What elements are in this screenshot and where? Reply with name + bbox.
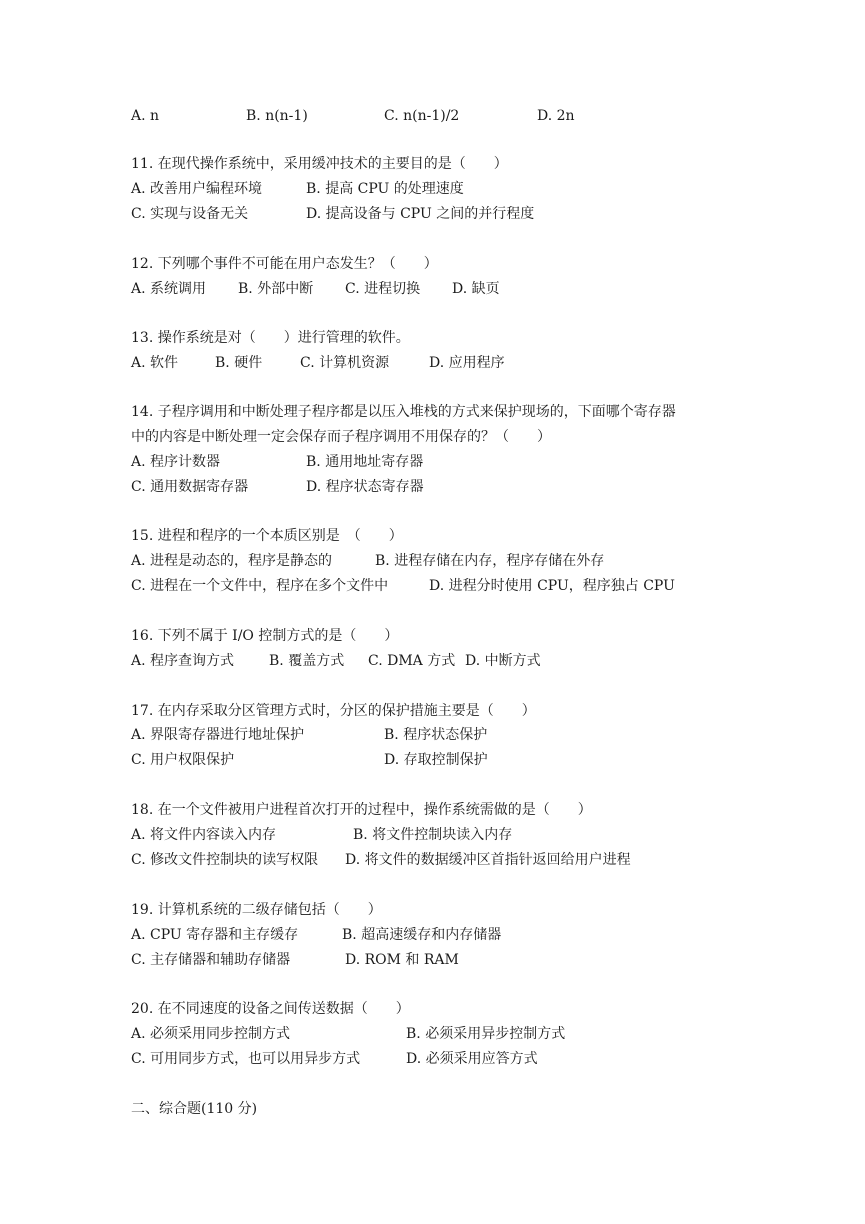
q19-option-a: A. CPU 寄存器和主存缓存 [131, 927, 299, 943]
q10-option-d: D. 2n [537, 108, 575, 124]
q16-option-c: C. DMA 方式 [368, 653, 456, 669]
q14-option-c: C. 通用数据寄存器 [131, 479, 249, 495]
q17-option-b: B. 程序状态保护 [384, 727, 488, 743]
q13-option-a: A. 软件 [131, 355, 179, 371]
q11-option-d: D. 提高设备与 CPU 之间的并行程度 [306, 206, 535, 222]
q12-stem: 12. 下列哪个事件不可能在用户态发生？（ ） [131, 256, 438, 272]
q13-option-b: B. 硬件 [215, 355, 263, 371]
q14-option-a: A. 程序计数器 [131, 454, 221, 470]
q18-option-b: B. 将文件控制块读入内存 [353, 827, 513, 843]
q12-option-b: B. 外部中断 [238, 281, 314, 297]
section-2-heading: 二、综合题(110 分) [131, 1101, 258, 1117]
q15-option-a: A. 进程是动态的，程序是静态的 [131, 553, 333, 569]
q19-stem: 19. 计算机系统的二级存储包括（ ） [131, 902, 382, 918]
q12-option-a: A. 系统调用 [131, 281, 207, 297]
q17-stem: 17. 在内存采取分区管理方式时，分区的保护措施主要是（ ） [131, 703, 536, 719]
q10-option-b: B. n(n-1) [246, 108, 308, 124]
q20-option-a: A. 必须采用同步控制方式 [131, 1026, 291, 1042]
q15-option-d: D. 进程分时使用 CPU，程序独占 CPU [429, 578, 675, 594]
q17-option-d: D. 存取控制保护 [384, 752, 488, 768]
q15-stem: 15. 进程和程序的一个本质区别是 （ ） [131, 528, 403, 544]
q16-stem: 16. 下列不属于 I/O 控制方式的是（ ） [131, 628, 399, 644]
q10-option-a: A. n [131, 108, 160, 124]
q19-option-b: B. 超高速缓存和内存储器 [342, 927, 502, 943]
q11-option-c: C. 实现与设备无关 [131, 206, 249, 222]
q20-stem: 20. 在不同速度的设备之间传送数据（ ） [131, 1001, 410, 1017]
q15-option-b: B. 进程存储在内存，程序存储在外存 [375, 553, 605, 569]
q13-stem: 13. 操作系统是对（ ）进行管理的软件。 [131, 330, 410, 346]
q19-option-d: D. ROM 和 RAM [345, 952, 459, 968]
q18-stem: 18. 在一个文件被用户进程首次打开的过程中，操作系统需做的是（ ） [131, 802, 592, 818]
q16-option-a: A. 程序查询方式 [131, 653, 235, 669]
q10-option-c: C. n(n-1)/2 [384, 108, 460, 124]
q12-option-d: D. 缺页 [452, 281, 500, 297]
q11-stem: 11. 在现代操作系统中，采用缓冲技术的主要目的是（ ） [131, 156, 508, 172]
q20-option-d: D. 必须采用应答方式 [406, 1051, 538, 1067]
q16-option-b: B. 覆盖方式 [269, 653, 345, 669]
q20-option-b: B. 必须采用异步控制方式 [406, 1026, 566, 1042]
q14-option-b: B. 通用地址寄存器 [306, 454, 424, 470]
q12-option-c: C. 进程切换 [345, 281, 421, 297]
q11-option-b: B. 提高 CPU 的处理速度 [306, 181, 464, 197]
q13-option-c: C. 计算机资源 [300, 355, 390, 371]
q16-option-d: D. 中断方式 [465, 653, 541, 669]
q18-option-d: D. 将文件的数据缓冲区首指针返回给用户进程 [345, 852, 631, 868]
q18-option-a: A. 将文件内容读入内存 [131, 827, 277, 843]
q20-option-c: C. 可用同步方式，也可以用异步方式 [131, 1051, 361, 1067]
q13-option-d: D. 应用程序 [429, 355, 505, 371]
q17-option-a: A. 界限寄存器进行地址保护 [131, 727, 305, 743]
q18-option-c: C. 修改文件控制块的读写权限 [131, 852, 319, 868]
q19-option-c: C. 主存储器和辅助存储器 [131, 952, 291, 968]
q11-option-a: A. 改善用户编程环境 [131, 181, 263, 197]
q17-option-c: C. 用户权限保护 [131, 752, 235, 768]
q14-stem-line-1: 14. 子程序调用和中断处理子程序都是以压入堆栈的方式来保护现场的，下面哪个寄存器 [131, 404, 676, 420]
q15-option-c: C. 进程在一个文件中，程序在多个文件中 [131, 578, 389, 594]
q14-option-d: D. 程序状态寄存器 [306, 479, 424, 495]
q14-stem-line-2: 中的内容是中断处理一定会保存而子程序调用不用保存的？（ ） [131, 429, 551, 445]
